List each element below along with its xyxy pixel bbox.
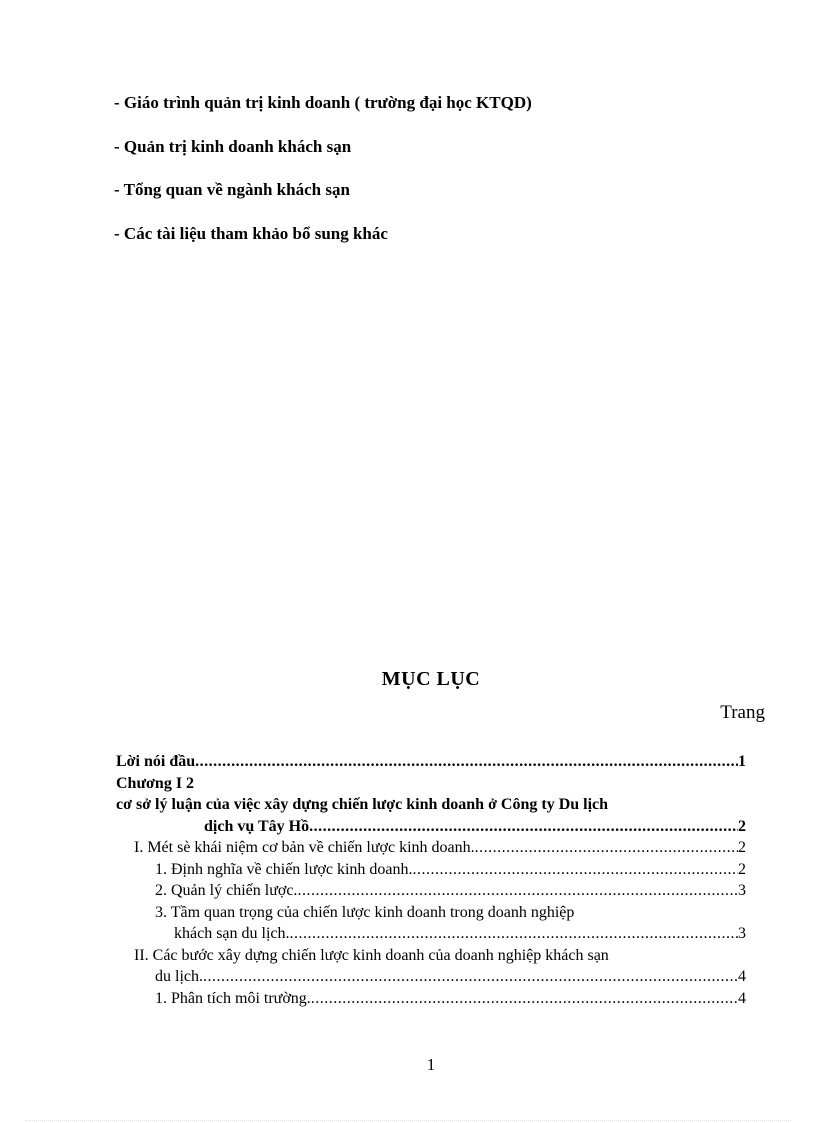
toc-page-number: 2 (738, 860, 746, 878)
table-of-contents (116, 751, 746, 1009)
toc-entry: 2. Quản lý chiến lược. ..... 3 (116, 880, 746, 902)
references-list (114, 92, 754, 266)
toc-entry: khách sạn du lịch. ..... 3 (116, 923, 746, 945)
dot-leader (309, 816, 738, 838)
toc-entry: I. Mét sè khái niệm cơ bản về chiến lược kinh doanh. ..... 2 (116, 837, 746, 859)
reference-item: - Giáo trình quản trị kinh doanh ( trường đại học KTQD) (114, 93, 532, 112)
dot-leader (413, 859, 738, 881)
reference-item: - Quản trị kinh doanh khách sạn (114, 136, 352, 156)
toc-page-number: 3 (738, 882, 746, 899)
toc-title: MỤC LỤC (381, 668, 481, 690)
toc-page-column-header: Trang (720, 702, 765, 723)
reference-item: - Tổng quan về ngành khách sạn (114, 180, 350, 199)
toc-entry: 1. Định nghĩa về chiến lược kinh doanh. ..... 2 (116, 859, 746, 881)
toc-entry: 3. Tầm quan trọng của chiến lược kinh doanh trong doanh nghiệp (155, 903, 575, 921)
reference-item: - Các tài liệu tham khảo bổ sung khác (114, 223, 388, 243)
toc-page-number: 2 (738, 839, 746, 856)
dot-leader (475, 837, 738, 859)
page-number: 1 (426, 1055, 436, 1074)
toc-page-number: 2 (738, 817, 746, 835)
toc-entry: Chương I 2 (116, 774, 195, 792)
page-bottom-divider (25, 1120, 791, 1121)
toc-entry: cơ sở lý luận của việc xây dựng chiến lược kinh doanh ở Công ty Du lịch (116, 796, 609, 813)
toc-page-number: 4 (738, 968, 746, 985)
toc-entry: Lời nói đầu ..... 1 (116, 751, 746, 773)
dot-leader (297, 880, 738, 902)
toc-entry: 1. Phân tích môi trường. ..... 4 (116, 988, 746, 1010)
toc-entry: du lịch. ..... 4 (116, 966, 746, 988)
dot-leader (195, 751, 738, 773)
toc-page-number: 3 (738, 925, 746, 942)
toc-entry: II. Các bước xây dựng chiến lược kinh doanh của doanh nghiệp khách sạn (134, 946, 609, 964)
toc-page-number: 4 (738, 989, 746, 1007)
dot-leader (203, 966, 738, 988)
dot-leader (290, 923, 738, 945)
toc-page-number: 1 (738, 753, 746, 770)
toc-entry: dịch vụ Tây Hồ ..... 2 (116, 816, 746, 838)
dot-leader (311, 988, 738, 1010)
